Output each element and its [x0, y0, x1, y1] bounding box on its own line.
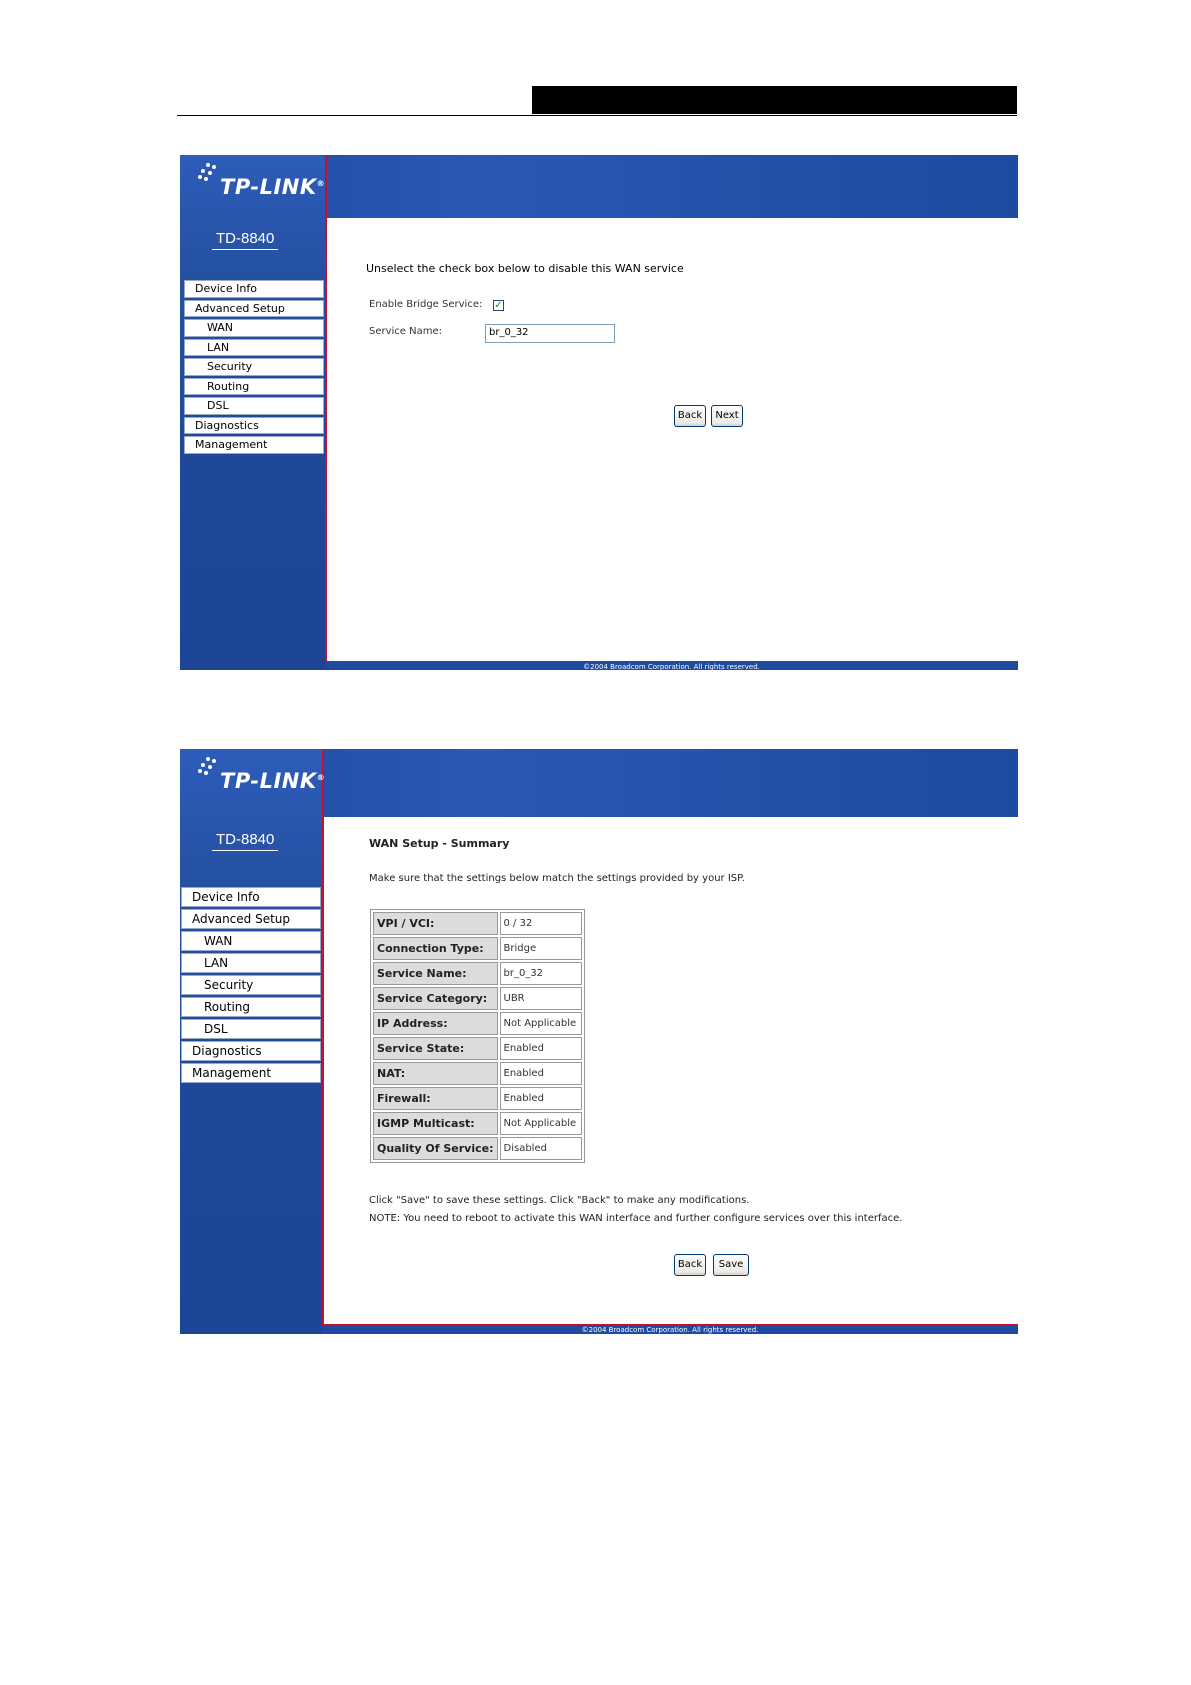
row-value: UBR [500, 987, 582, 1010]
sidebar-item-lan[interactable]: LAN [181, 953, 321, 973]
sidebar-item-wan[interactable]: WAN [181, 931, 321, 951]
sidebar [180, 155, 327, 670]
sidebar [180, 749, 324, 1334]
enable-bridge-label: Enable Bridge Service: [369, 299, 483, 310]
model-name: TD-8840 [212, 230, 278, 250]
table-row [373, 1012, 582, 1035]
instruction-text: Unselect the check box below to disable this WAN service [366, 262, 684, 275]
page-header-bar [532, 86, 1017, 114]
row-label: Firewall: [373, 1087, 498, 1110]
screenshot-bridge-service [180, 155, 1018, 670]
service-name-input[interactable]: br_0_32 [485, 324, 615, 343]
table-row [373, 1062, 582, 1085]
row-label: IP Address: [373, 1012, 498, 1035]
row-label: Service State: [373, 1037, 498, 1060]
service-name-label: Service Name: [369, 326, 443, 337]
row-value: Enabled [500, 1087, 582, 1110]
row-value: Not Applicable [500, 1012, 582, 1035]
sidebar-item-dsl[interactable]: DSL [181, 1019, 321, 1039]
row-value: Disabled [500, 1137, 582, 1160]
logo-dots-icon [198, 163, 222, 183]
sidebar-item-routing[interactable]: Routing [181, 997, 321, 1017]
isp-note: Make sure that the settings below match the settings provided by your ISP. [369, 873, 745, 884]
sidebar-item-management[interactable]: Management [181, 1063, 321, 1083]
row-value: 0 / 32 [500, 912, 582, 935]
sidebar-item-device-info[interactable]: Device Info [184, 280, 324, 298]
logo-dots-icon [198, 757, 222, 777]
back-button[interactable]: Back [674, 1254, 706, 1276]
reboot-note: NOTE: You need to reboot to activate this WAN interface and further configure services over this interface. [369, 1213, 903, 1224]
sidebar-item-dsl[interactable]: DSL [184, 397, 324, 415]
screenshot-wan-summary [180, 749, 1018, 1334]
model-name: TD-8840 [212, 831, 278, 851]
row-label: Service Name: [373, 962, 498, 985]
logo-text: TP-LINK® [220, 769, 326, 793]
row-label: Quality Of Service: [373, 1137, 498, 1160]
row-value: br_0_32 [500, 962, 582, 985]
row-value: Enabled [500, 1062, 582, 1085]
row-label: VPI / VCI: [373, 912, 498, 935]
row-label: Connection Type: [373, 937, 498, 960]
footer-copyright: ©2004 Broadcom Corporation. All rights reserved. [322, 1324, 1018, 1334]
sidebar-item-advanced-setup[interactable]: Advanced Setup [181, 909, 321, 929]
sidebar-item-wan[interactable]: WAN [184, 319, 324, 337]
sidebar-item-routing[interactable]: Routing [184, 378, 324, 396]
table-row [373, 937, 582, 960]
back-button[interactable]: Back [674, 405, 706, 427]
sidebar-item-lan[interactable]: LAN [184, 339, 324, 357]
row-value: Not Applicable [500, 1112, 582, 1135]
logo-text: TP-LINK® [220, 175, 326, 199]
enable-bridge-checkbox[interactable]: ✓ [494, 300, 503, 311]
summary-table [370, 909, 585, 1163]
page-header-rule [177, 115, 1017, 116]
row-label: Service Category: [373, 987, 498, 1010]
next-button[interactable]: Next [711, 405, 743, 427]
row-label: NAT: [373, 1062, 498, 1085]
save-instruction: Click "Save" to save these settings. Click "Back" to make any modifications. [369, 1195, 750, 1206]
sidebar-nav [181, 887, 321, 1085]
row-value: Enabled [500, 1037, 582, 1060]
table-row [373, 912, 582, 935]
page-title: WAN Setup - Summary [369, 837, 510, 850]
footer-copyright: ©2004 Broadcom Corporation. All rights reserved. [325, 661, 1018, 670]
table-row [373, 962, 582, 985]
row-value: Bridge [500, 937, 582, 960]
sidebar-nav [184, 280, 324, 456]
sidebar-item-security[interactable]: Security [181, 975, 321, 995]
table-row [373, 1037, 582, 1060]
sidebar-item-device-info[interactable]: Device Info [181, 887, 321, 907]
table-row [373, 987, 582, 1010]
sidebar-item-management[interactable]: Management [184, 436, 324, 454]
row-label: IGMP Multicast: [373, 1112, 498, 1135]
sidebar-item-advanced-setup[interactable]: Advanced Setup [184, 300, 324, 318]
sidebar-item-diagnostics[interactable]: Diagnostics [184, 417, 324, 435]
table-row [373, 1087, 582, 1110]
save-button[interactable]: Save [713, 1254, 749, 1276]
table-row [373, 1137, 582, 1160]
sidebar-item-diagnostics[interactable]: Diagnostics [181, 1041, 321, 1061]
table-row [373, 1112, 582, 1135]
sidebar-item-security[interactable]: Security [184, 358, 324, 376]
